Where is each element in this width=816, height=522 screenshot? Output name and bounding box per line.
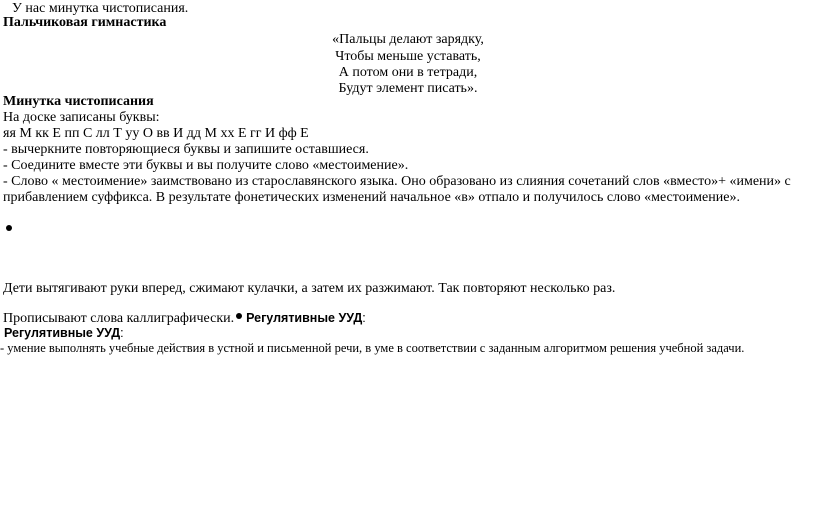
intro-line: У нас минутка чистописания.: [12, 1, 189, 16]
bullet-icon: [236, 313, 242, 319]
step-line-1: - вычеркните повторяющиеся буквы и запишите оставшиеся.: [3, 142, 369, 157]
poem-line-4: Будут элемент писать».: [338, 81, 478, 96]
step-line-4: прибавлением суффикса. В результате фонетических изменений начальное «в» отпало и получилось слово «местоимение».: [3, 190, 740, 205]
penmanship-heading: Минутка чистописания: [3, 94, 154, 109]
poem-line-1: «Пальцы делают зарядку,: [332, 32, 484, 47]
poem-line-2: Чтобы меньше уставать,: [335, 49, 481, 64]
regulatory-label: Регулятивные УУД: [4, 326, 121, 340]
uud-label: Регулятивные УУД: [246, 311, 363, 325]
regulatory-colon: :: [120, 326, 124, 340]
step-line-3: - Слово « местоимение» заимствовано из старославянского языка. Оно образовано из слияния сочетаний слов «вместо»+ «имени» с: [3, 174, 791, 189]
regulatory-heading-line: [4, 325, 124, 342]
bullet-icon: [6, 225, 12, 231]
board-intro-line: На доске записаны буквы:: [3, 110, 160, 125]
uud-colon: :: [362, 311, 366, 325]
letters-line: яя М кк Е пп С лл Т уу О вв И дд М хх Е гг И фф Е: [3, 126, 309, 141]
calligraphy-text: Прописывают слова каллиграфически.: [3, 311, 235, 326]
step-line-2: - Соедините вместе эти буквы и вы получите слово «местоимение».: [3, 158, 409, 173]
exercise-line: Дети вытягивают руки вперед, сжимают кулачки, а затем их разжимают. Так повторяют несколько раз.: [3, 281, 616, 296]
poem-line-3: А потом они в тетради,: [338, 65, 478, 80]
regulatory-description: - умение выполнять учебные действия в устной и письменной речи, в уме в соответствии с заданным алгоритмом решения учебной задачи.: [0, 341, 745, 355]
finger-gym-heading: Пальчиковая гимнастика: [3, 15, 167, 30]
